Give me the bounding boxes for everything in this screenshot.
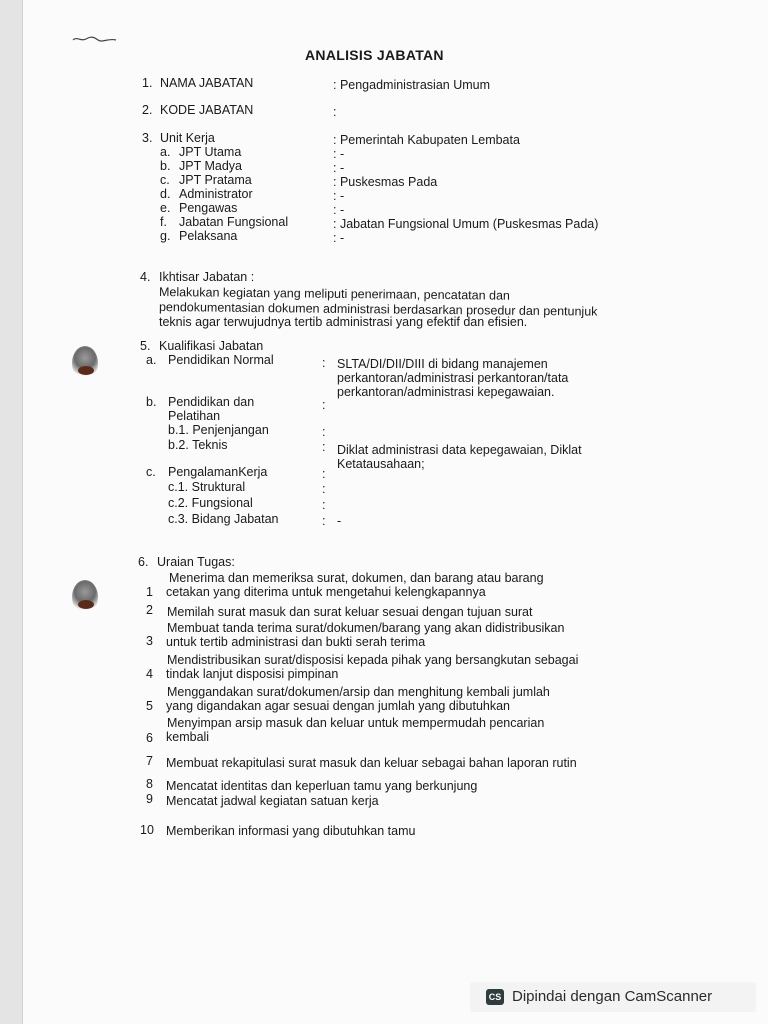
s3-row-value: : - bbox=[333, 203, 345, 217]
s3-row-value: : - bbox=[333, 161, 345, 175]
s4-line: teknis agar terwujudnya tertib administrasi yang efektif dan efisien. bbox=[159, 315, 528, 329]
s3-label: Unit Kerja bbox=[160, 131, 215, 145]
task-number: 1 bbox=[146, 585, 153, 599]
s3-row-letter: b. bbox=[160, 159, 171, 173]
s6-label: Uraian Tugas: bbox=[157, 555, 235, 569]
s5c3-label: c.3. Bidang Jabatan bbox=[168, 512, 279, 526]
s5a-letter: a. bbox=[146, 353, 157, 367]
s3-row-letter: d. bbox=[160, 187, 171, 201]
scanned-page bbox=[22, 0, 768, 1024]
s5a-value-line: perkantoran/administrasi perkantoran/tata bbox=[337, 371, 569, 385]
s3-row-letter: g. bbox=[160, 229, 171, 243]
task-number: 2 bbox=[146, 603, 153, 617]
task-line: yang digandakan agar sesuai dengan jumlah yang dibutuhkan bbox=[166, 699, 511, 713]
s5b-label-cont: Pelatihan bbox=[168, 409, 221, 423]
s5c-label: PengalamanKerja bbox=[168, 465, 268, 479]
s5c3-colon: : bbox=[322, 514, 326, 528]
s2-value: : bbox=[333, 105, 337, 119]
camscanner-text: Dipindai dengan CamScanner bbox=[512, 988, 713, 1005]
task-line: cetakan yang diterima untuk mengetahui kelengkapannya bbox=[166, 585, 486, 599]
task-line: Menerima dan memeriksa surat, dokumen, dan barang atau barang bbox=[169, 571, 544, 585]
task-line: Mendistribusikan surat/disposisi kepada pihak yang bersangkutan sebagai bbox=[167, 653, 579, 667]
s1-value: : Pengadministrasian Umum bbox=[333, 78, 491, 92]
s3-row-label: Jabatan Fungsional bbox=[179, 215, 289, 229]
s3-row-letter: e. bbox=[160, 201, 171, 215]
s5c2-colon: : bbox=[322, 498, 326, 512]
s5b2-label: b.2. Teknis bbox=[168, 438, 228, 452]
s5b2-value-line: Ketatausahaan; bbox=[337, 457, 425, 471]
camscanner-logo-icon: CS bbox=[486, 989, 504, 1005]
task-line: untuk tertib administrasi dan bukti serah terima bbox=[166, 635, 426, 649]
s3-row-value: : Jabatan Fungsional Umum (Puskesmas Pada) bbox=[333, 217, 599, 231]
task-line: Menyimpan arsip masuk dan keluar untuk mempermudah pencarian bbox=[167, 716, 545, 730]
s6-number: 6. bbox=[138, 555, 149, 569]
task-line: Membuat rekapitulasi surat masuk dan keluar sebagai bahan laporan rutin bbox=[166, 756, 577, 770]
s5a-label: Pendidikan Normal bbox=[168, 353, 274, 367]
task-number: 8 bbox=[146, 777, 153, 791]
task-number: 7 bbox=[146, 754, 153, 768]
handwritten-mark bbox=[72, 34, 120, 44]
task-number: 10 bbox=[140, 823, 154, 837]
s2-label: KODE JABATAN bbox=[160, 103, 254, 117]
s1-label: NAMA JABATAN bbox=[160, 76, 254, 90]
s5b2-colon: : bbox=[322, 440, 326, 454]
s4-number: 4. bbox=[140, 270, 151, 284]
s3-row-label: JPT Pratama bbox=[179, 173, 252, 187]
s3-number: 3. bbox=[142, 131, 153, 145]
punch-hole-top bbox=[72, 346, 98, 380]
task-number: 5 bbox=[146, 699, 153, 713]
s5c2-label: c.2. Fungsional bbox=[168, 496, 253, 510]
s4-line: Melakukan kegiatan yang meliputi penerimaan, pencatatan dan bbox=[158, 285, 510, 303]
s3-row-label: Pengawas bbox=[179, 201, 238, 215]
task-line: Menggandakan surat/dokumen/arsip dan menghitung kembali jumlah bbox=[167, 685, 550, 699]
s3-row-value: : Puskesmas Pada bbox=[333, 175, 438, 189]
s5b-colon: : bbox=[322, 398, 326, 412]
s5a-colon: : bbox=[322, 356, 326, 370]
s1-number: 1. bbox=[142, 76, 153, 90]
s3-row-value: : - bbox=[333, 147, 345, 161]
s3-row-label: Pelaksana bbox=[179, 229, 238, 243]
s3-row-label: Administrator bbox=[179, 187, 253, 201]
task-line: Membuat tanda terima surat/dokumen/barang yang akan didistribusikan bbox=[167, 621, 565, 635]
s5b1-colon: : bbox=[322, 425, 326, 439]
s3-row-label: JPT Utama bbox=[179, 145, 242, 159]
punch-hole-bottom bbox=[72, 580, 98, 614]
task-line: kembali bbox=[166, 730, 210, 744]
task-number: 3 bbox=[146, 634, 153, 648]
s5-number: 5. bbox=[140, 339, 151, 353]
s3-row-letter: c. bbox=[160, 173, 170, 187]
s4-label: Ikhtisar Jabatan : bbox=[159, 270, 255, 284]
task-line: Memberikan informasi yang dibutuhkan tamu bbox=[166, 824, 416, 838]
s2-number: 2. bbox=[142, 103, 153, 117]
s5a-value-line: SLTA/DI/DII/DIII di bidang manajemen bbox=[337, 357, 548, 371]
s3-row-letter: f. bbox=[160, 215, 167, 229]
task-number: 9 bbox=[146, 792, 153, 806]
task-number: 4 bbox=[146, 667, 153, 681]
task-line: tindak lanjut disposisi pimpinan bbox=[166, 667, 339, 681]
s5b1-label: b.1. Penjenjangan bbox=[168, 423, 269, 437]
s4-line: pendokumentasian dokumen administrasi berdasarkan prosedur dan pentunjuk bbox=[158, 300, 598, 319]
s5b2-value-line: Diklat administrasi data kepegawaian, Diklat bbox=[337, 443, 582, 457]
s5a-value-line: perkantoran/administrasi kepegawaian. bbox=[337, 385, 555, 399]
s3-row-value: : - bbox=[333, 189, 345, 203]
document-title: ANALISIS JABATAN bbox=[305, 47, 444, 63]
s5c1-colon: : bbox=[322, 482, 326, 496]
task-line: Memilah surat masuk dan surat keluar sesuai dengan tujuan surat bbox=[167, 605, 533, 619]
s3-row-letter: a. bbox=[160, 145, 171, 159]
s5b-label: Pendidikan dan bbox=[168, 395, 255, 409]
s3-value: : Pemerintah Kabupaten Lembata bbox=[333, 133, 520, 147]
task-line: Mencatat identitas dan keperluan tamu yang berkunjung bbox=[166, 779, 478, 793]
s5b-letter: b. bbox=[146, 395, 157, 409]
s5c-colon: : bbox=[322, 467, 326, 481]
s3-row-label: JPT Madya bbox=[179, 159, 242, 173]
s5c3-value: - bbox=[337, 514, 342, 528]
camscanner-watermark bbox=[470, 982, 756, 1012]
task-number: 6 bbox=[146, 731, 153, 745]
s5c1-label: c.1. Struktural bbox=[168, 480, 246, 494]
task-line: Mencatat jadwal kegiatan satuan kerja bbox=[166, 794, 379, 808]
s5-label: Kualifikasi Jabatan bbox=[159, 339, 264, 353]
s3-row-value: : - bbox=[333, 231, 345, 245]
s5c-letter: c. bbox=[146, 465, 156, 479]
